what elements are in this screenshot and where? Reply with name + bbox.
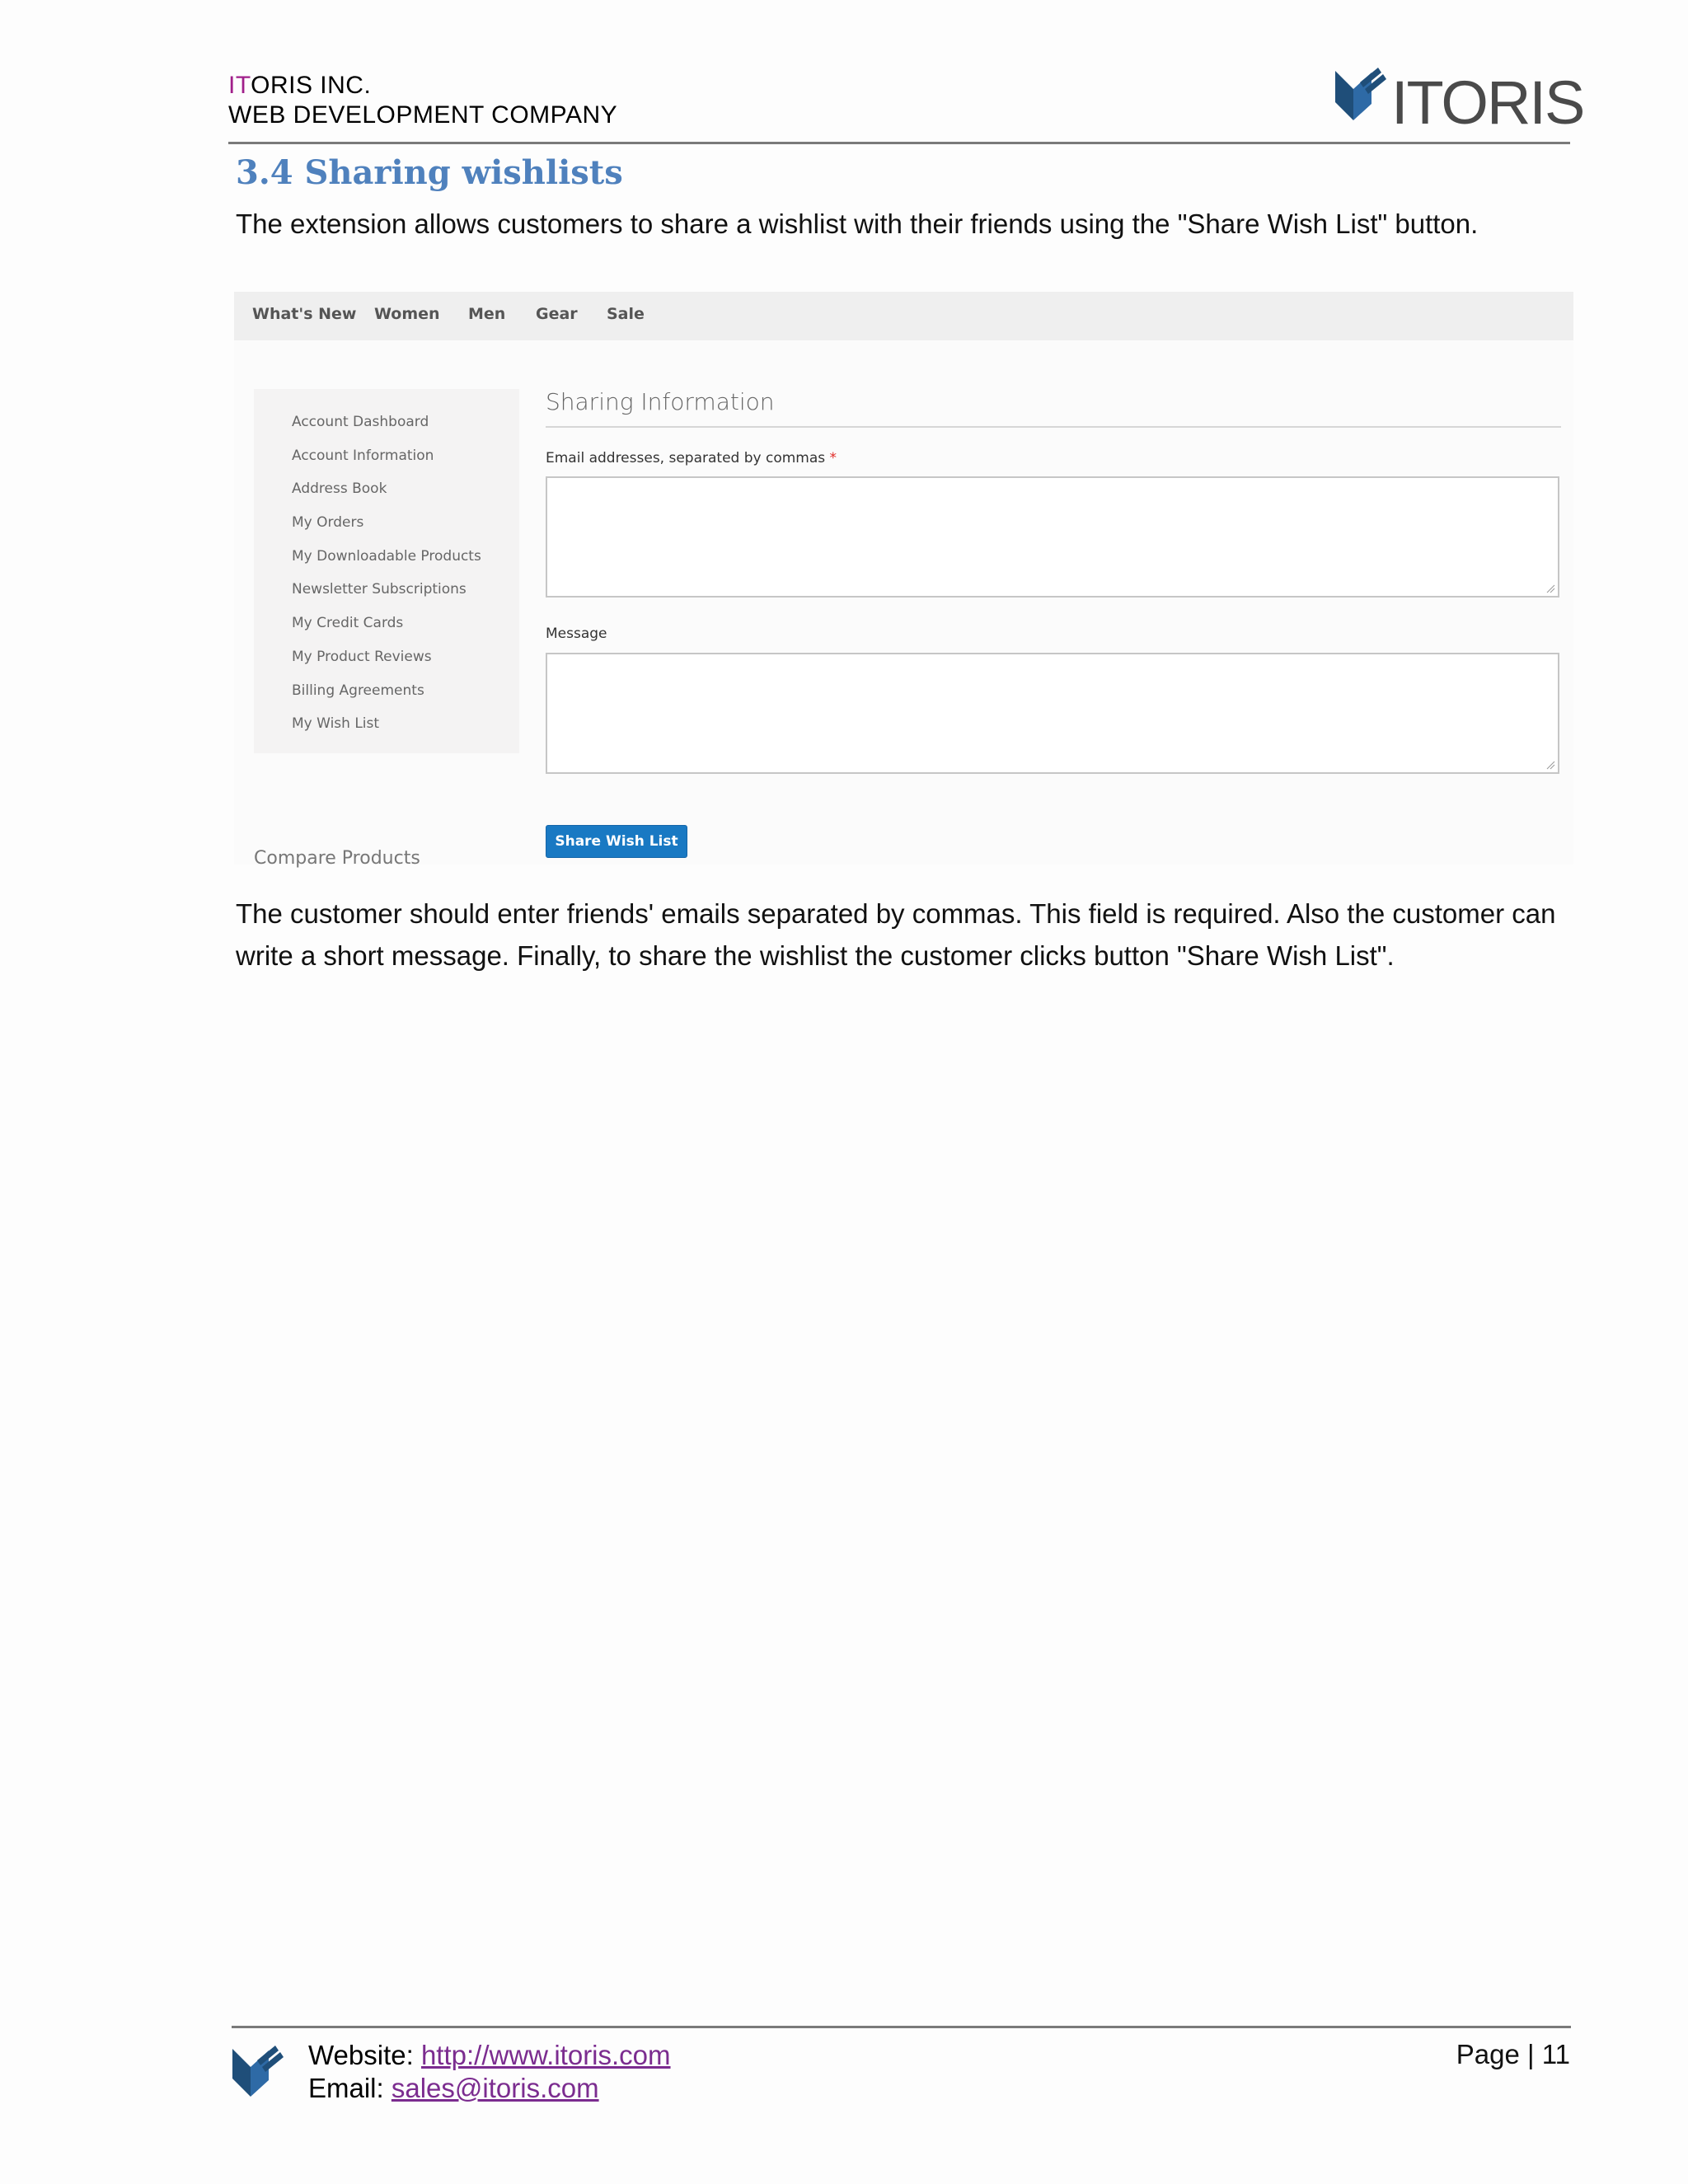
intro-paragraph: The extension allows customers to share a wishlist with their friends using the "Share Wish List" button. (236, 209, 1479, 239)
sidebar-item-product-reviews[interactable]: My Product Reviews (292, 649, 432, 665)
nav-men[interactable]: Men (468, 305, 506, 323)
top-navigation (234, 292, 1573, 340)
company-name-accent: IT (228, 72, 251, 99)
website-link[interactable]: http://www.itoris.com (420, 2040, 671, 2070)
company-name (228, 71, 617, 130)
nav-women[interactable]: Women (374, 305, 440, 323)
email-link[interactable]: sales@itoris.com (391, 2073, 599, 2103)
message-field-label: Message (546, 626, 607, 642)
sidebar-item-credit-cards[interactable]: My Credit Cards (292, 615, 404, 631)
itoris-footer-logo-icon (232, 2044, 284, 2098)
sharing-title-divider (546, 426, 1561, 428)
itoris-logo-mark-icon (1335, 68, 1386, 120)
page-number: Page | 11 (1456, 2039, 1570, 2069)
account-sidebar (254, 389, 519, 753)
sidebar-item-my-wish-list[interactable]: My Wish List (292, 715, 380, 732)
wishlist-share-screenshot (234, 292, 1573, 869)
email-field-label (546, 450, 837, 466)
required-mark: * (829, 450, 837, 466)
share-wish-list-button[interactable]: Share Wish List (546, 825, 687, 858)
resize-handle-icon[interactable] (1545, 583, 1555, 593)
sidebar-item-downloadable-products[interactable]: My Downloadable Products (292, 548, 481, 565)
email-addresses-textarea[interactable] (546, 476, 1559, 598)
sidebar-item-account-information[interactable]: Account Information (292, 448, 434, 464)
nav-gear[interactable]: Gear (536, 305, 578, 323)
sidebar-item-address-book[interactable]: Address Book (292, 480, 387, 497)
nav-whats-new[interactable]: What's New (252, 305, 357, 323)
itoris-logo (1335, 64, 1584, 137)
footer-divider (232, 2026, 1571, 2028)
explanation-paragraph: The customer should enter friends' emails separated by commas. This field is required. Also the customer can write a short message. Finally, to share the wishlist the customer clicks button "Share Wish List". (236, 898, 1556, 971)
footer-website-label: Website: (308, 2040, 421, 2070)
itoris-logo-text: ITORIS (1391, 68, 1584, 137)
footer-email (308, 2072, 599, 2105)
sidebar-item-account-dashboard[interactable]: Account Dashboard (292, 414, 429, 430)
footer-email-label: Email: (308, 2073, 392, 2103)
sidebar-item-my-orders[interactable]: My Orders (292, 514, 364, 531)
company-subtitle: WEB DEVELOPMENT COMPANY (228, 101, 618, 129)
sharing-information-title: Sharing Information (546, 388, 775, 415)
sidebar-item-billing-agreements[interactable]: Billing Agreements (292, 682, 424, 699)
message-textarea[interactable] (546, 653, 1559, 774)
header-divider (228, 142, 1570, 144)
nav-sale[interactable]: Sale (607, 305, 645, 323)
compare-products-heading: Compare Products (254, 848, 420, 869)
sidebar-item-newsletter-subscriptions[interactable]: Newsletter Subscriptions (292, 581, 467, 598)
footer-website (308, 2039, 671, 2072)
resize-handle-icon[interactable] (1545, 760, 1555, 770)
company-name-rest: ORIS INC. (251, 72, 372, 99)
section-title: 3.4 Sharing wishlists (236, 153, 623, 192)
email-field-label-text: Email addresses, separated by commas (546, 450, 826, 466)
